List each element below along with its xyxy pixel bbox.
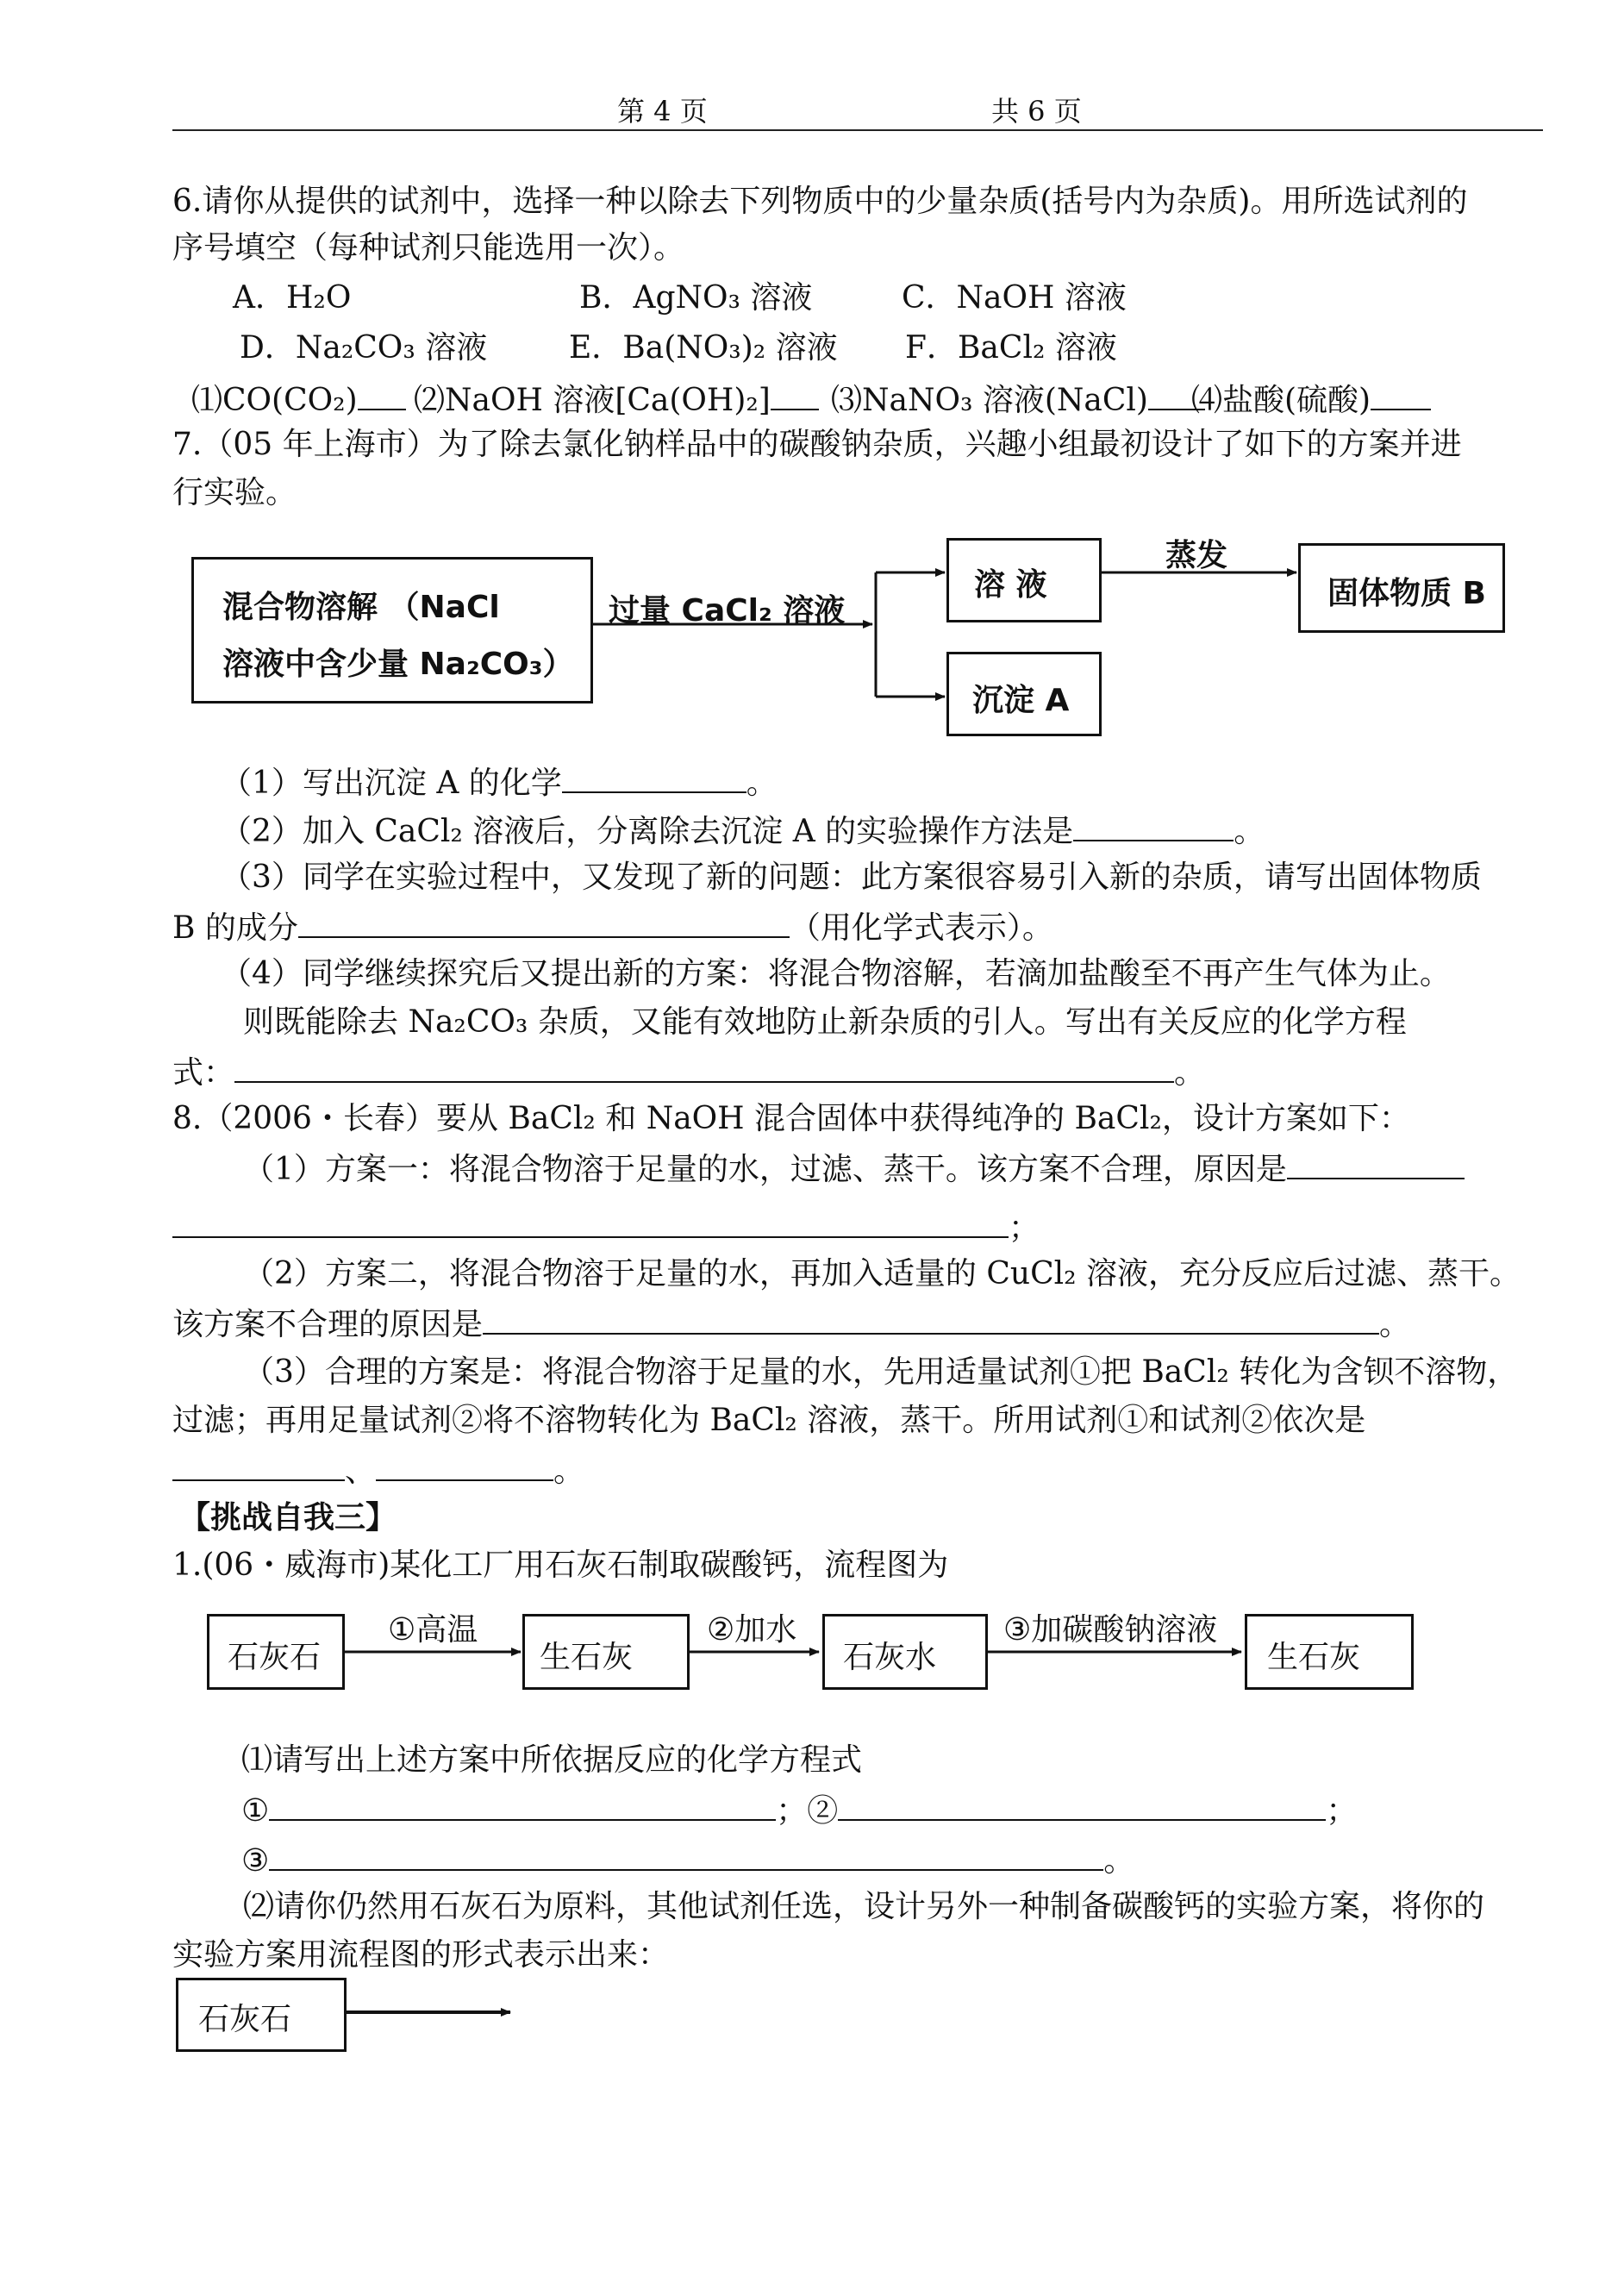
flow-box-solution-label: 溶 液 — [974, 567, 1047, 603]
q8-sub3-blank-1[interactable] — [172, 1450, 345, 1481]
challenge-p2-line2: 实验方案用流程图的形式表示出来： — [172, 1937, 670, 1973]
q8-line1: 8.（2006・长春）要从 BaCl₂ 和 NaOH 混合固体中获得纯净的 BaCl₂，设计方案如下： — [172, 1101, 1410, 1136]
flow2-box-limestone-label: 石灰石 — [228, 1640, 322, 1675]
flow-arrow-label-evaporate: 蒸发 — [1165, 538, 1228, 573]
q8-sub1-blank-a[interactable] — [1287, 1148, 1465, 1179]
q6-option-b: B．AgNO₃ 溶液 — [579, 280, 813, 316]
eq3-end: 。 — [1103, 1843, 1135, 1879]
flow-box-solid-b-label: 固体物质 B — [1327, 576, 1486, 611]
q6-option-c: C．NaOH 溶液 — [902, 280, 1127, 316]
eq3-blank[interactable] — [269, 1840, 1103, 1871]
q7-sub4-line2: 则既能除去 Na₂CO₃ 杂质，又能有效地防止新杂质的引人。写出有关反应的化学方程 — [243, 1004, 1407, 1040]
q7-sub1-text: （1）写出沉淀 A 的化学 — [221, 766, 562, 801]
q7-sub2 — [221, 810, 1265, 851]
q7-sub3-line1: （3）同学在实验过程中，又发现了新的问题：此方案很容易引入新的杂质，请写出固体物质 — [221, 860, 1482, 895]
q6-part4-text: ⑷盐酸(硫酸) — [1191, 383, 1371, 418]
q8-sub2-line1: （2）方案二，将混合物溶于足量的水，再加入适量的 CuCl₂ 溶液，充分反应后过滤、蒸干。 — [243, 1256, 1521, 1291]
q7-line2: 行实验。 — [172, 475, 297, 510]
q8-sub2-text: 该方案不合理的原因是 — [172, 1307, 484, 1342]
q7-sub4-text: 式： — [172, 1055, 235, 1091]
q6-line1: 6.请你从提供的试剂中，选择一种以除去下列物质中的少量杂质(括号内为杂质)。用所选试剂的 — [172, 184, 1468, 219]
q8-sub3-blank-2[interactable] — [376, 1450, 553, 1481]
q8-sub1-end: ； — [1009, 1210, 1040, 1246]
q6-option-d: D．Na₂CO₃ 溶液 — [240, 330, 488, 366]
eq2-mark: ② — [807, 1793, 839, 1829]
q8-sub1-cont — [172, 1207, 1040, 1248]
q8-sub1-blank-b[interactable] — [172, 1207, 1009, 1238]
q7-sub4-line3 — [172, 1052, 1205, 1092]
q7-sub2-text: （2）加入 CaCl₂ 溶液后，分离除去沉淀 A 的实验操作方法是 — [221, 814, 1074, 849]
page-number: 第 4 页 — [617, 95, 708, 128]
challenge-q1: 1.(06・威海市)某化工厂用石灰石制取碳酸钙，流程图为 — [172, 1548, 949, 1583]
q7-sub2-end: 。 — [1234, 814, 1265, 849]
eq1-sep: ； — [776, 1793, 808, 1829]
q7-sub3-blank[interactable] — [298, 907, 790, 938]
flow-box-mixture-line2: 溶液中含少量 Na₂CO₃） — [222, 647, 574, 682]
q7-line1: 7.（05 年上海市）为了除去氯化钠样品中的碳酸钠杂质，兴趣小组最初设计了如下的方案并进 — [172, 427, 1462, 462]
flow-box-mixture-line1: 混合物溶解 （NaCl — [222, 590, 500, 625]
flow-arrow-label-cacl2: 过量 CaCl₂ 溶液 — [609, 593, 846, 628]
q6-part2-text: ⑵NaOH 溶液[Ca(OH)₂] — [414, 383, 771, 418]
q8-sub2-line2 — [172, 1304, 1410, 1344]
challenge-title: 【挑战自我三】 — [179, 1499, 397, 1535]
flow2-box-quicklime-label: 生石灰 — [540, 1640, 634, 1675]
q7-sub1-blank[interactable] — [562, 762, 746, 793]
eq1-blank[interactable] — [269, 1790, 776, 1821]
flow2-arrow-label-3: ③加碳酸钠溶液 — [1003, 1612, 1218, 1648]
challenge-p1: ⑴请写出上述方案中所依据反应的化学方程式 — [241, 1742, 863, 1778]
q8-sub3-line3 — [172, 1450, 584, 1491]
q6-option-f: F．BaCl₂ 溶液 — [905, 330, 1117, 366]
q6-line2: 序号填空（每种试剂只能选用一次）。 — [172, 230, 685, 266]
q7-sub3-line2 — [172, 907, 1053, 947]
q6-part1-text: ⑴CO(CO₂) — [191, 383, 358, 418]
q8-sub1 — [243, 1148, 1465, 1189]
q8-sub3-end: 。 — [553, 1454, 585, 1489]
q8-sub3-line1: （3）合理的方案是：将混合物溶于足量的水，先用适量试剂①把 BaCl₂ 转化为含钡不溶物， — [243, 1354, 1519, 1390]
flow2-box-limewater-label: 石灰水 — [843, 1640, 937, 1675]
eq2-sep: ； — [1326, 1793, 1358, 1829]
q8-sub2-end: 。 — [1379, 1307, 1411, 1342]
eq2-blank[interactable] — [838, 1790, 1326, 1821]
flow-box-precipitate-a-label: 沉淀 A — [972, 683, 1070, 718]
q8-sub3-line2: 过滤；再用足量试剂②将不溶物转化为 BaCl₂ 溶液，蒸干。所用试剂①和试剂②依次是 — [172, 1403, 1366, 1438]
q7-sub1 — [221, 762, 778, 803]
q8-sub2-blank[interactable] — [483, 1304, 1379, 1335]
page-total: 共 6 页 — [991, 95, 1082, 128]
challenge-eq-line1 — [241, 1790, 1357, 1830]
final-box-limestone-label: 石灰石 — [198, 2002, 292, 2037]
eq1-mark: ① — [241, 1793, 270, 1829]
challenge-p2-line1: ⑵请你仍然用石灰石为原料，其他试剂任选，设计另外一种制备碳酸钙的实验方案，将你的 — [243, 1889, 1485, 1924]
flow2-arrow-label-2: ②加水 — [707, 1612, 797, 1648]
challenge-eq-line2 — [241, 1840, 1134, 1880]
flow2-arrow-label-1: ①高温 — [388, 1612, 478, 1648]
eq3-mark: ③ — [241, 1843, 270, 1879]
q7-sub1-end: 。 — [746, 766, 778, 801]
q7-sub3-text: B 的成分 — [172, 910, 298, 946]
q6-option-a: A．H₂O — [233, 280, 352, 316]
q6-option-e: E．Ba(NO₃)₂ 溶液 — [569, 330, 838, 366]
q6-part3-text: ⑶NaNO₃ 溶液(NaCl) — [831, 383, 1148, 418]
q7-sub4-end: 。 — [1174, 1055, 1206, 1091]
q8-sub1-text: （1）方案一：将混合物溶于足量的水，过滤、蒸干。该方案不合理，原因是 — [243, 1152, 1287, 1187]
q8-sub3-sep: 、 — [345, 1454, 377, 1489]
q7-sub2-blank[interactable] — [1073, 810, 1234, 841]
q7-sub4-blank[interactable] — [234, 1052, 1174, 1083]
q7-sub4-line1: （4）同学继续探究后又提出新的方案：将混合物溶解，若滴加盐酸至不再产生气体为止。 — [221, 956, 1451, 991]
q7-sub3-end: （用化学式表示）。 — [789, 910, 1053, 946]
flow2-box-product-label: 生石灰 — [1267, 1640, 1361, 1675]
